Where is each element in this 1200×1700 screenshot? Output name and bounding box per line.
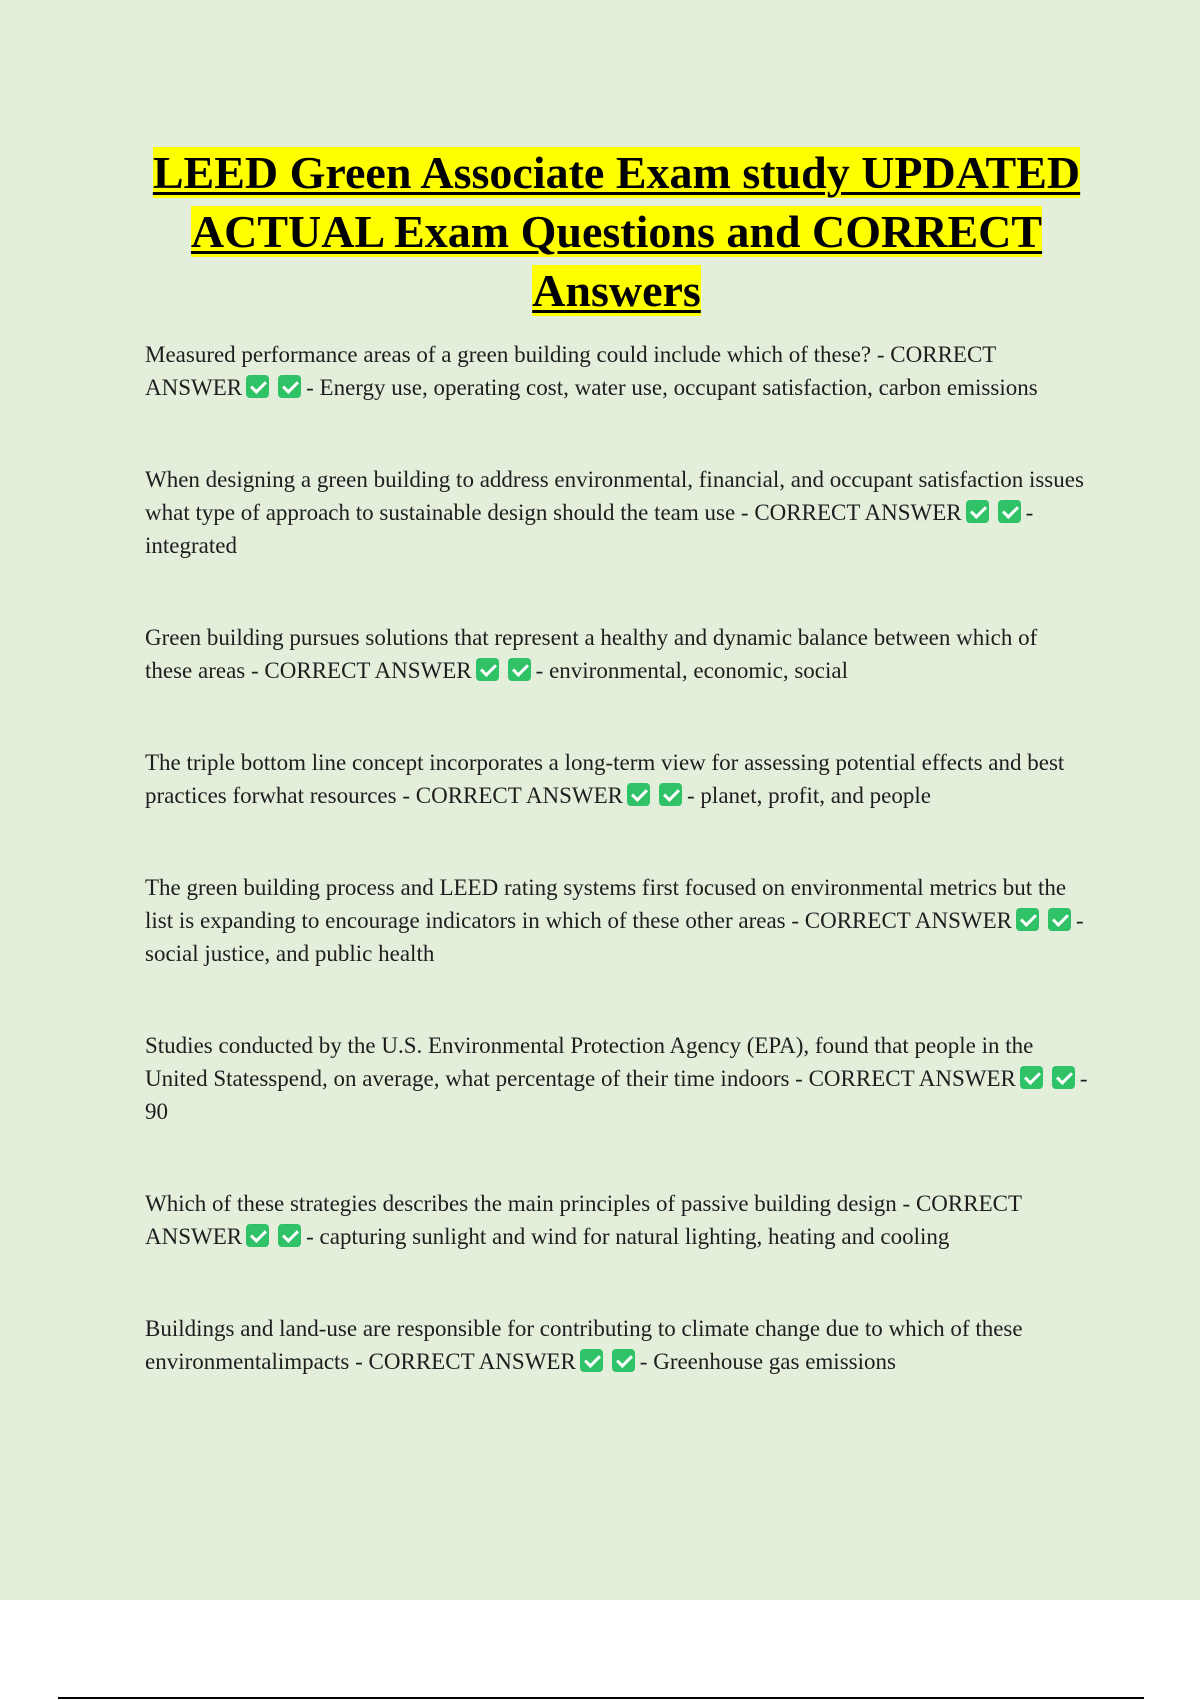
checkmark-icon — [508, 658, 531, 681]
checkmark-icon — [278, 1224, 301, 1247]
qa-item — [145, 1312, 1090, 1378]
checkmark-icon — [580, 1349, 603, 1372]
question-text: The triple bottom line concept incorporates a long-term view for assessing potential effects and best practices forwhat resources - CORRECT ANSWER — [145, 750, 1065, 808]
checkmark-icon — [627, 783, 650, 806]
question-text: When designing a green building to address environmental, financial, and occupant satisfaction issues what type of approach to sustainable design should the team use - CORRECT ANSWER — [145, 467, 1084, 525]
qa-item — [145, 621, 1090, 687]
checkmark-icon — [476, 658, 499, 681]
answer-text: - social justice, and public health — [145, 908, 1084, 966]
answer-text: - Energy use, operating cost, water use, occupant satisfaction, carbon emissions — [306, 375, 1038, 400]
qa-item — [145, 746, 1090, 812]
qa-list — [145, 338, 1090, 1437]
answer-text: - environmental, economic, social — [535, 658, 848, 683]
answer-text: - planet, profit, and people — [687, 783, 931, 808]
answer-text: - 90 — [145, 1066, 1088, 1124]
question-text: The green building process and LEED rating systems first focused on environmental metrics but the list is expanding to encourage indicators in which of these other areas - CORRECT ANSWER — [145, 875, 1067, 933]
checkmark-icon — [1020, 1066, 1043, 1089]
qa-item — [145, 463, 1090, 562]
checkmark-icon — [966, 500, 989, 523]
checkmark-icon — [1052, 1066, 1075, 1089]
question-text: Which of these strategies describes the main principles of passive building design - CORRECT ANSWER — [145, 1191, 1022, 1249]
document-title — [140, 143, 1093, 320]
checkmark-icon — [1048, 908, 1071, 931]
checkmark-icon — [1016, 908, 1039, 931]
qa-item — [145, 338, 1090, 404]
question-text: Buildings and land-use are responsible for contributing to climate change due to which of these environmentalimpacts - CORRECT ANSWER — [145, 1316, 1023, 1374]
checkmark-icon — [246, 375, 269, 398]
answer-text: - capturing sunlight and wind for natural lighting, heating and cooling — [306, 1224, 950, 1249]
qa-item — [145, 1187, 1090, 1253]
question-text: Measured performance areas of a green building could include which of these? - CORRECT ANSWER — [145, 342, 996, 400]
qa-item — [145, 871, 1090, 970]
footer-divider — [58, 1697, 1144, 1699]
checkmark-icon — [659, 783, 682, 806]
answer-text: - Greenhouse gas emissions — [639, 1349, 896, 1374]
question-text: Green building pursues solutions that represent a healthy and dynamic balance between which of these areas - CORRECT ANSWER — [145, 625, 1038, 683]
checkmark-icon — [246, 1224, 269, 1247]
qa-item — [145, 1029, 1090, 1128]
document-title-text: LEED Green Associate Exam study UPDATED ACTUAL Exam Questions and CORRECT Answers — [152, 147, 1081, 316]
answer-text: - integrated — [145, 500, 1034, 558]
checkmark-icon — [278, 375, 301, 398]
checkmark-icon — [612, 1349, 635, 1372]
question-text: Studies conducted by the U.S. Environmental Protection Agency (EPA), found that people in the United Statesspend, on average, what percentage of their time indoors - CORRECT ANSWER — [145, 1033, 1034, 1091]
checkmark-icon — [998, 500, 1021, 523]
